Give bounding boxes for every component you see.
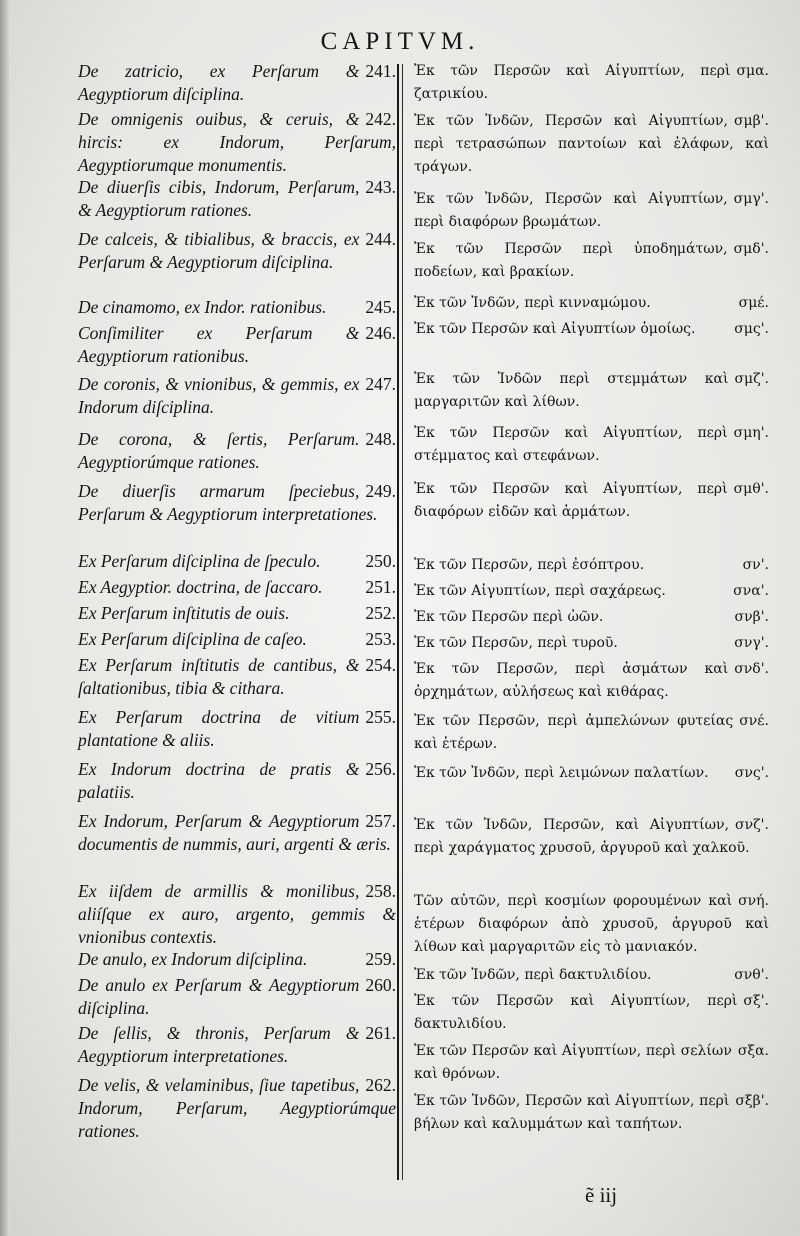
- greek-entry: [414, 632, 769, 655]
- greek-entry: [414, 964, 769, 987]
- latin-page-number: 242.: [365, 109, 396, 129]
- binding-edge: [0, 0, 10, 1236]
- latin-page-number: 262.: [365, 1075, 396, 1095]
- latin-entry: [78, 948, 396, 971]
- latin-entry: [78, 576, 396, 599]
- greek-page-number: σνζ'.: [735, 817, 769, 833]
- greek-entry-title: σμδ'. Ἐκ τῶν Περσῶν περὶ ὑποδημάτων, ποδείων, καὶ βρακίων.: [414, 238, 769, 284]
- greek-entry-title: σμζ'. Ἐκ τῶν Ἰνδῶν περὶ στεμμάτων καὶ μαργαριτῶν καὶ λίθων.: [414, 368, 769, 414]
- greek-entry: [414, 762, 769, 785]
- latin-entry-title: 256. Ex Indorum doctrina de pratis & palatiis.: [78, 759, 396, 802]
- greek-page-number: σνθ'.: [734, 967, 769, 983]
- greek-page-number: σμδ'.: [733, 241, 769, 257]
- greek-entry: [414, 580, 769, 603]
- latin-page-number: 257.: [365, 811, 396, 831]
- latin-entry-title: 258. Ex iiſdem de armillis & monilibus, aliíſque ex auro, argento, gemmis & vnionibus contextis.: [78, 881, 396, 947]
- greek-entry-title: σν'. Ἐκ τῶν Περσῶν, περὶ ἐσόπτρου.: [414, 554, 769, 577]
- greek-entry: [414, 292, 769, 315]
- greek-entry-title: σξ'. Ἐκ τῶν Περσῶν καὶ Αἰγυπτίων, περὶ δακτυλιδίου.: [414, 990, 769, 1036]
- latin-entry-title: 246. Conſimiliter ex Perſarum & Aegyptiorum rationibus.: [78, 323, 396, 366]
- latin-entry-title: 250. Ex Perſarum diſciplina de ſpeculo.: [78, 551, 396, 571]
- latin-entry: [78, 654, 396, 700]
- greek-entry-title: σμβ'. Ἐκ τῶν Ἰνδῶν, Περσῶν καὶ Αἰγυπτίων, περὶ τετρασώπων παντοίων καὶ ἐλάφων, καὶ τράγων.: [414, 110, 769, 179]
- latin-entry: [78, 228, 396, 274]
- latin-entry-title: 260. De anulo ex Perſarum & Aegyptiorum diſciplina.: [78, 975, 396, 1018]
- greek-entry: [414, 554, 769, 577]
- latin-page-number: 254.: [365, 655, 396, 675]
- greek-entry-title: σνζ'. Ἐκ τῶν Ἰνδῶν, Περσῶν, καὶ Αἰγυπτίων, περὶ χαράγματος χρυσοῦ, ἀργυροῦ καὶ χαλκοῦ.: [414, 814, 769, 860]
- greek-entry: [414, 1040, 769, 1086]
- latin-entry-title: 253. Ex Perſarum diſciplina de caſeo.: [78, 629, 396, 649]
- greek-entry: [414, 238, 769, 284]
- latin-page-number: 252.: [365, 603, 396, 623]
- latin-page-number: 260.: [365, 975, 396, 995]
- latin-page-number: 250.: [365, 551, 396, 571]
- latin-entry-title: 244. De calceis, & tibialibus, & braccis, ex Perſarum & Aegyptiorum diſciplina.: [78, 229, 396, 272]
- latin-page-number: 245.: [365, 297, 396, 317]
- greek-page-number: σνβ'.: [734, 609, 769, 625]
- greek-page-number: σξβ'.: [735, 1093, 769, 1109]
- latin-entry-title: 248. De corona, & ſertis, Perſarum. Aegyptiorúmque rationes.: [78, 429, 396, 472]
- latin-entry-title: 261. De ſellis, & thronis, Perſarum & Aegyptiorum interpretationes.: [78, 1023, 396, 1066]
- latin-entry-title: 249. De diuerſis armarum ſpeciebus, Perſarum & Aegyptiorum interpretationes.: [78, 481, 396, 524]
- greek-entry: [414, 1090, 769, 1136]
- greek-page-number: σμα.: [736, 63, 769, 79]
- latin-page-number: 248.: [365, 429, 396, 449]
- greek-page-number: σμβ'.: [733, 113, 769, 129]
- greek-page-number: σμγ'.: [733, 191, 769, 207]
- greek-entry-title: σμη'. Ἐκ τῶν Περσῶν καὶ Αἰγυπτίων, περὶ στέμματος καὶ στεφάνων.: [414, 422, 769, 468]
- greek-entry: [414, 478, 769, 524]
- latin-entry-title: 251. Ex Aegyptior. doctrina, de ſaccaro.: [78, 577, 396, 597]
- greek-entry-title: σνγ'. Ἐκ τῶν Περσῶν, περὶ τυροῦ.: [414, 632, 769, 655]
- latin-entry: [78, 810, 396, 856]
- greek-entry-title: σξα. Ἐκ τῶν Περσῶν καὶ Αἰγυπτίων, περὶ σελίων καὶ θρόνων.: [414, 1040, 769, 1086]
- latin-entry: [78, 108, 396, 176]
- latin-entry-title: 259. De anulo, ex Indorum diſciplina.: [78, 949, 396, 969]
- greek-entry: [414, 318, 769, 341]
- latin-entry-title: 245. De cinamomo, ex Indor. rationibus.: [78, 297, 396, 317]
- greek-page-number: σνα'.: [733, 583, 769, 599]
- greek-page-number: σμζ'.: [734, 371, 769, 387]
- greek-entry-title: σμς'. Ἐκ τῶν Περσῶν καὶ Αἰγυπτίων ὁμοίως.: [414, 318, 769, 341]
- latin-entry: [78, 628, 396, 651]
- latin-page-number: 261.: [365, 1023, 396, 1043]
- greek-page-number: σμέ.: [738, 295, 769, 311]
- latin-page-number: 259.: [365, 949, 396, 969]
- latin-entry: [78, 706, 396, 752]
- column-rule-inner: [402, 64, 403, 1180]
- greek-entry-title: σξβ'. Ἐκ τῶν Ἰνδῶν, Περσῶν καὶ Αἰγυπτίων, περὶ βήλων καὶ καλυμμάτων καὶ ταπήτων.: [414, 1090, 769, 1136]
- latin-page-number: 253.: [365, 629, 396, 649]
- latin-page-number: 258.: [365, 881, 396, 901]
- latin-entry: [78, 758, 396, 804]
- latin-page-number: 241.: [365, 61, 396, 81]
- greek-page-number: σνς'.: [734, 765, 769, 781]
- latin-page-number: 249.: [365, 481, 396, 501]
- latin-page-number: 247.: [365, 374, 396, 394]
- greek-page-number: σμς'.: [734, 321, 769, 337]
- latin-entry-title: 241. De zatricio, ex Perſarum & Aegyptiorum diſciplina.: [78, 61, 396, 104]
- latin-page-number: 255.: [365, 707, 396, 727]
- greek-entry: [414, 890, 769, 959]
- latin-entry-title: 247. De coronis, & vnionibus, & gemmis, ex Indorum diſciplina.: [78, 374, 396, 417]
- greek-entry-title: σνή. Τῶν αὐτῶν, περὶ κοσμίων φορουμένων καὶ ἑτέρων διαφόρων ἀπὸ χρυσοῦ, ἀργυροῦ καὶ λίθων καὶ μαργαριτῶν εἰς τὸ μανιακόν.: [414, 890, 769, 959]
- latin-entry: [78, 974, 396, 1020]
- page-header: CAPITVM.: [320, 28, 480, 55]
- latin-page-number: 251.: [365, 577, 396, 597]
- latin-page-number: 243.: [365, 177, 396, 197]
- latin-entry: [78, 322, 396, 368]
- latin-entry: [78, 880, 396, 948]
- latin-entry: [78, 60, 396, 106]
- greek-entry: [414, 188, 769, 234]
- greek-entry-title: σνθ'. Ἐκ τῶν Ἰνδῶν, περὶ δακτυλιδίου.: [414, 964, 769, 987]
- latin-entry-title: 257. Ex Indorum, Perſarum & Aegyptiorum documentis de nummis, auri, argenti & æris.: [78, 811, 396, 854]
- greek-entry: [414, 60, 769, 106]
- greek-entry-title: σμθ'. Ἐκ τῶν Περσῶν καὶ Αἰγυπτίων, περὶ διαφόρων εἰδῶν καὶ ἁρμάτων.: [414, 478, 769, 524]
- latin-entry-title: 255. Ex Perſarum doctrina de vitium plantatione & aliis.: [78, 707, 396, 750]
- greek-entry-title: σνβ'. Ἐκ τῶν Περσῶν περὶ ὠῶν.: [414, 606, 769, 629]
- greek-entry: [414, 606, 769, 629]
- greek-entry: [414, 990, 769, 1036]
- latin-entry: [78, 1022, 396, 1068]
- latin-entry: [78, 1074, 396, 1142]
- column-rule: [397, 64, 399, 1180]
- greek-page-number: σμθ'.: [733, 481, 769, 497]
- greek-entry: [414, 422, 769, 468]
- latin-entry-title: 243. De diuerſis cibis, Indorum, Perſarum, & Aegyptiorum rationes.: [78, 177, 396, 220]
- latin-entry-title: 252. Ex Perſarum inſtitutis de ouis.: [78, 603, 396, 623]
- greek-entry-title: σνς'. Ἐκ τῶν Ἰνδῶν, περὶ λειμώνων παλατίων.: [414, 762, 769, 785]
- latin-entry: [78, 480, 396, 526]
- greek-page-number: σνέ.: [739, 713, 769, 729]
- latin-page-number: 244.: [365, 229, 396, 249]
- greek-entry: [414, 658, 769, 704]
- greek-page-number: σξα.: [737, 1043, 769, 1059]
- latin-entry: [78, 428, 396, 474]
- greek-entry-title: σμγ'. Ἐκ τῶν Ἰνδῶν, Περσῶν καὶ Αἰγυπτίων, περὶ διαφόρων βρωμάτων.: [414, 188, 769, 234]
- latin-entry-title: 262. De velis, & velaminibus, ſiue tapetibus, Indorum, Perſarum, Aegyptiorúmque rationes.: [78, 1075, 396, 1141]
- greek-page-number: σνγ'.: [734, 635, 769, 651]
- greek-entry: [414, 368, 769, 414]
- greek-page-number: σν'.: [742, 557, 769, 573]
- latin-entry: [78, 602, 396, 625]
- greek-entry: [414, 110, 769, 179]
- latin-entry: [78, 296, 396, 319]
- latin-page-number: 246.: [365, 323, 396, 343]
- greek-entry-title: σνέ. Ἐκ τῶν Περσῶν, περὶ ἀμπελώνων φυτείας καὶ ἑτέρων.: [414, 710, 769, 756]
- greek-entry-title: σνα'. Ἐκ τῶν Αἰγυπτίων, περὶ σαχάρεως.: [414, 580, 769, 603]
- greek-entry-title: σμέ. Ἐκ τῶν Ἰνδῶν, περὶ κινναμώμου.: [414, 292, 769, 315]
- greek-page-number: σνή.: [738, 893, 769, 909]
- greek-entry-title: σμα. Ἐκ τῶν Περσῶν καὶ Αἰγυπτίων, περὶ ζατρικίου.: [414, 60, 769, 106]
- greek-page-number: σνδ'.: [734, 661, 769, 677]
- latin-entry: [78, 373, 396, 419]
- signature-mark: ẽ iij: [585, 1183, 618, 1207]
- greek-entry: [414, 814, 769, 860]
- latin-entry: [78, 176, 396, 222]
- greek-page-number: σξ'.: [743, 993, 769, 1009]
- latin-entry: [78, 550, 396, 573]
- greek-entry-title: σνδ'. Ἐκ τῶν Περσῶν, περὶ ἀσμάτων καὶ ὀρχημάτων, αὐλήσεως καὶ κιθάρας.: [414, 658, 769, 704]
- latin-entry-title: 242. De omnigenis ouibus, & ceruis, & hircis: ex Indorum, Perſarum, Aegyptiorumque monumentis.: [78, 109, 396, 175]
- latin-entry-title: 254. Ex Perſarum inſtitutis de cantibus, & ſaltationibus, tibia & cithara.: [78, 655, 396, 698]
- greek-entry: [414, 710, 769, 756]
- greek-page-number: σμη'.: [733, 425, 769, 441]
- latin-page-number: 256.: [365, 759, 396, 779]
